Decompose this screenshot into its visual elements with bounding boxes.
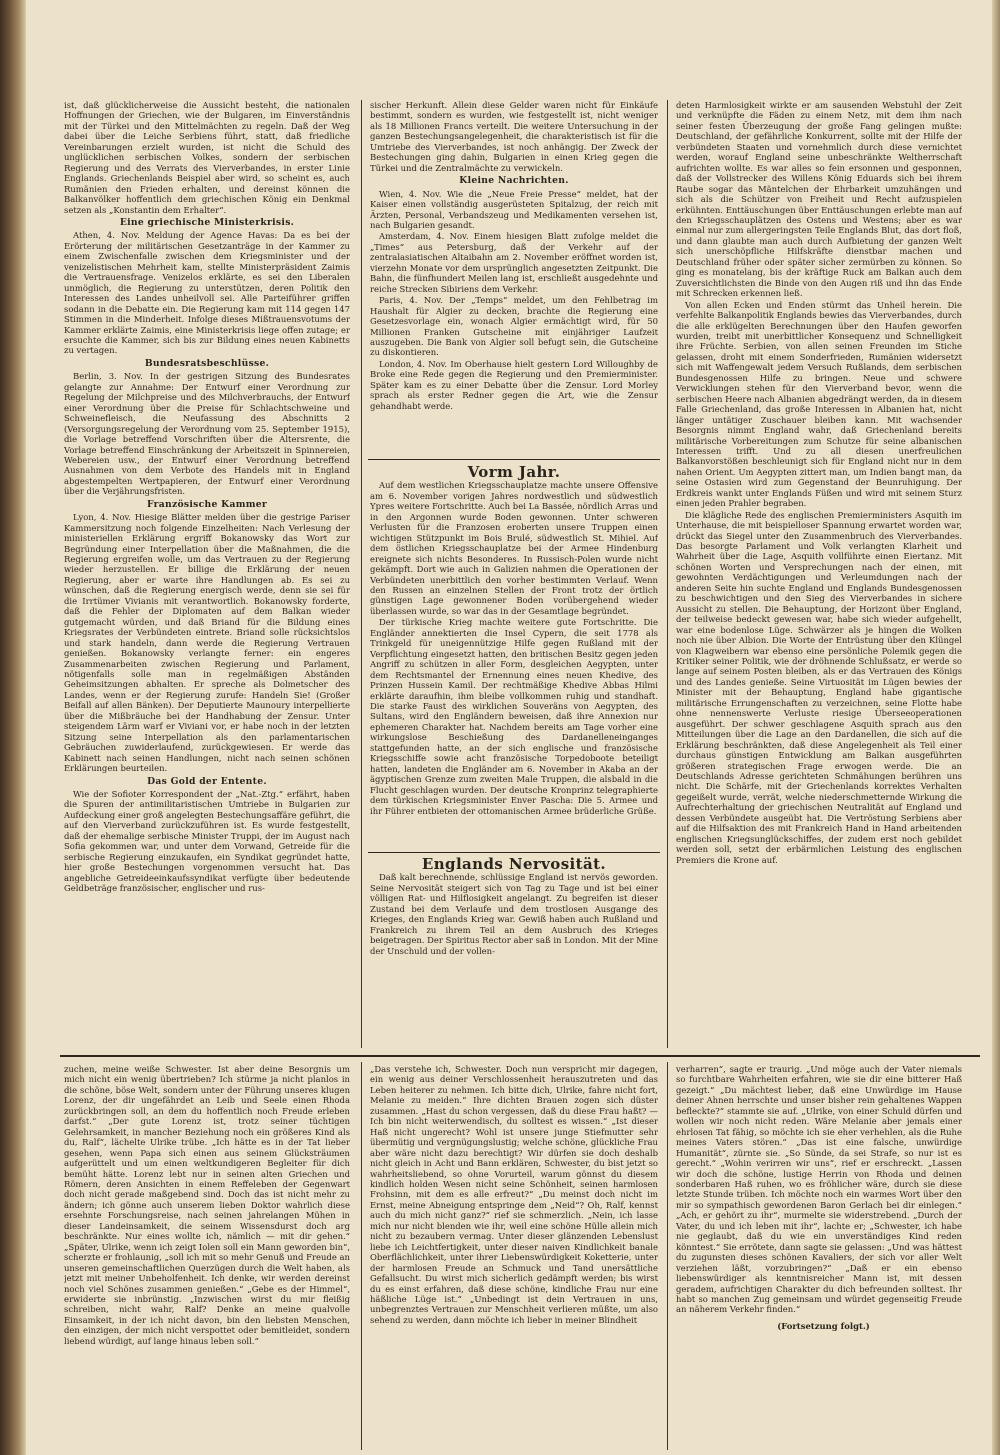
- article-entente-gold: Wie der Sofioter Korrespondent der „Nat.-Ztg.“ erfährt, haben die Spuren der antimilitaristischen Umtriebe in Bulgarien zur Aufdeckung einer groß angelegten Bestechungsaffäre geführt, die auf den Vierverband zurückzuführen ist. Es wurde festgestellt, daß der ehemalige serbische Minister Truppi, der im August nach Sofia gekommen war, und unter dem Vorwand, Getreide für die serbische Regierung einzukaufen, ein Syndikat gegründet hatte, hier große Bestechungen vorgenommen versucht hat. Das angebliche Getreideeinkaufssyndikat verfügte über bedeutende Geldbeträge französischer, englischer und rus-: [64, 789, 350, 894]
- feuilleton-separator: [60, 1055, 980, 1057]
- headline-greek-crisis: Eine griechische Ministerkrisis.: [119, 216, 295, 228]
- feuilleton-column-3: [676, 1064, 962, 1450]
- news-vienna: Wien, 4. Nov. Wie die „Neue Freie Presse“ meldet, hat der Kaiser einen vollständig ausgerüsteten Spitalzug, der reich mit Ärzten, Personal, Verbandszeug und Medikamenten versehen ist, nach Bulgarien gesandt.: [370, 188, 658, 230]
- book-binding: [0, 0, 26, 1455]
- article-vorm-jahr: Auf dem westlichen Kriegsschauplatze machte unsere Offensive am 6. November vorigen Jahres nordwestlich und südwestlich Ypres weitere Fortschritte. Auch bei La Bassée, nördlich Arras und in den Argonnen wurde Boden gewonnen. Unter schweren Verlusten für die Franzosen eroberten unsere Truppen einen wichtigen Stützpunkt im Bois Brulé, südwestlich St. Mihiel. Auf dem östlichen Kriegsschauplatze bei der Armee Hindenburg ereignete sich nichts Besonderes. In Russisch-Polen wurde nicht gekämpft. Dort wie auch in Galizien nahmen die Operationen der Verbündeten unerbittlich den vorher bestimmten Verlauf. Wenn den Russen an einzelnen Stellen der Front trotz der örtlich günstigen Lage gewonnener Boden vorübergehend wieder überlassen wurde, so war das in der Gesamtlage begründet.: [370, 480, 658, 616]
- novel-text: „Das verstehe ich, Schwester. Doch nun verspricht mir dagegen, ein wenig aus deiner Verschlossenheit herauszutreten und das Leben heiterer zu nehmen. Ich bitte dich, Ulrike, fahre nicht fort, Melanie zu meiden.“ Ihre dichten Brauen zogen sich düster zusammen. „Hast du schon vergessen, daß du diese Frau haßt? — Ich bin nicht weiterwendisch, du solltest es wissen.“ „Ist dieser Haß nicht ungerecht? Wohl ist unsere junge Stiefmutter sehr übermütig und vergnügungslustig; welche schöne, glückliche Frau aber wäre nicht dazu berechtigt? Wir dürfen sie doch deshalb nicht gleich in Acht und Bann erklären, Schwester, du bist jetzt so wahrheitsliebend, so ohne Vorurteil, warum gönnst du diesem kindlich holden Wesen nicht seine Schönheit, seinen harmlosen Frohsinn, mit dem es alle erfreut?“ „Du meinst doch nicht im Ernst, meine Abneigung entspringe dem „Neid“? Oh, Ralf, kennst auch du mich nicht ganz?“ rief sie schmerzlich. „Nein, ich lasse mich nur nicht blenden wie ihr, weil eine schöne Hülle allein mich nicht zu bezaubern vermag. Unter dieser glänzenden Lebenslust liebe ich Leichtfertigkeit, unter dieser naiven Kindlichkeit banale Oberflächlichkeit, unter ihrer Liebenswürdigkeit Koketterie, unter der harmlosen Freude an Schmuck und Tand unersättliche Gefallsucht. Du wirst mich sicherlich gedämpft werden; bis wirst du es einst erfahren, daß diese schöne, kindliche Frau nur eine häßliche Lüge ist.“ „Unbedingt ist dein Vertrauen in uns, unbegrenztes Vertrauen zur Menschheit verlieren müßte, um also sehend zu werden, dann möchte ich lieber in meiner Blindheit: [370, 1064, 658, 1325]
- headline-entente-gold: Das Gold der Entente.: [147, 775, 267, 787]
- novel-text: zuchen, meine weiße Schwester. Ist aber deine Besorgnis um mich nicht ein wenig übertrieben? Ich stürme ja nicht planlos in die schöne, böse Welt, sondern unter der Führung unseres klugen Lorenz, der dir ungefährdet an Leib und Seele einen Rhoda zurückbringen soll, an dem du hoffentlich noch Freude erleben darfst.“ „Der gute Lorenz ist, trotz seiner tüchtigen Gelehrsamkeit, in mancher Beziehung noch ein größeres Kind als du, Ralf“, lächelte Ulrike trübe. „Ich hätte es in der Tat lieber gesehen, wenn Papa sich einen aus seinem Glücksträumen aufgerüttelt und um einen weltkundigeren Begleiter für dich bemüht hätte. Lorenz lebt nur in seinen alten Griechen und Römern, deren Ansichten in einem Reffeleben der Gegenwart doch nicht gerade maßgebend sind. Doch das ist nicht mehr zu ändern; ich gönne auch unserem lieben Doktor wahrlich diese ersehnte Forschungsreise, nach seinen jahrelangen Mühen in dieser Landeinsamkeit, die seinem Wissensdurst doch arg beschränkte. Nur eines wollte ich, nämlich — mit dir gehen.“ „Später, Ulrike, wenn ich zeigt Iolen soll ein Mann geworden bin“, scherzte er frohlaunig, „soll ich mit so mehr Genuß und Freude an unseren gemeinschaftlichen Querzügen durch die Welt haben, als jetzt mit meiner Unbeholfenheit. Ich denke, wir werden dereinst noch viel Schönes zusammen genießen.“ „Gebe es der Himmel“, erwiderte sie inbrünstig. „Inzwischen wirst du mir fleißig schreiben, nicht wahr, Ralf? Denke an meine qualvolle Einsamkeit, in der ich nicht davon, bin den liebsten Menschen, den einzigen, der mich nicht verspottet oder bemitleidet, sondern liebend würdigt, auf lange hinaus leben soll.“: [64, 1064, 350, 1346]
- headline-bundesrat: Bundesratsbeschlüsse.: [144, 357, 270, 369]
- headline-vorm-jahr: Vorm Jahr.: [467, 463, 561, 481]
- news-paris: Paris, 4. Nov. Der „Temps“ meldet, um den Fehlbetrag im Haushalt für Algier zu decken, brachte die Regierung eine Gesetzesvorlage ein, wonach Algier ermächtigt wird, für 50 Millionen Franken Gutscheine mit einjähriger Laufzeit auszugeben. Die Bank von Algier soll befugt sein, die Gutscheine zu diskontieren.: [370, 295, 658, 358]
- article-continuation: sischer Herkunft. Allein diese Gelder waren nicht für Einkäufe bestimmt, sondern es wurden, wie festgestellt ist, nicht weniger als 18 Millionen Francs verteilt. Die weitere Untersuchung in der ganzen Bestechungsangelegenheit, die charakteristisch ist für die Umtriebe des Vierverbandes, ist noch anhängig. Der Zweck der Bestechungen ging dahin, Bulgarien in einen Krieg gegen die Türkei und die Zentralmächte zu verwickeln.: [370, 100, 658, 173]
- column-rule: [361, 100, 362, 1048]
- news-column-1: [64, 100, 350, 1048]
- article-bundesrat: Berlin, 3. Nov. In der gestrigen Sitzung des Bundesrates gelangte zur Annahme: Der Entwurf einer Verordnung zur Regelung der Milchpreise und des Milchverbrauchs, der Entwurf einer Verordnung über die Preise für Schlachtschweine und Schweinefleisch, die Neufassung des Abschnitts 2 (Versorgungsregelung der Verordnung vom 25. September 1915), die Vorlage betreffend Vorschriften über die Altersrente, die Vorlage betreffend Einschränkung der Arbeitszeit in Spinnereien, Webereien usw., der Entwurf einer Verordnung betreffend Ausnahmen von dem Verbote des Handels mit in England abgestempelten Wertpapieren, der Entwurf einer Verordnung über die Verjährungsfristen.: [64, 371, 350, 497]
- article-continuation: deten Harmlosigkeit wirkte er am sausenden Webstuhl der Zeit und verknüpfte die Fäden zu einem Netz, mit dem ihm nach seiner festen Überzeugung der große Fang gelingen mußte: Deutschland, der gefährliche Konkurrent, sollte mit der Hilfe der verbündeten Staaten und vornehmlich durch diese vernichtet werden, worauf England seine unbeschränkte Weltherrschaft aufrichten wollte. Es war alles so fein ersonnen und gesponnen, daß der Vollstrecker des Willens König Eduards sich bei ihrem Raube sogar das Mäntelchen der Ehrbarkeit umzuhängen und sich als die Schützer von Freiheit und Recht aufzuspielen erkühnten. Enttäuschungen über Enttäuschungen erlebte man auf den Kriegsschauplätzen des Ostens und Westens; aber es war einmal nur zum allergeringsten Teile Englands Blut, das dort floß, und dann glaubte man auch durch Aufbietung der ganzen Welt sich unerschöpfliche Hilfskräfte dienstbar machen und Deutschland früher oder später sicher zermürben zu können. So ging es monatelang, bis der kräftige Ruck am Balkan auch dem Zuversichtlichsten die Binde von den Augen riß und ihn das Ende mit Schrecken erkennen ließ.: [676, 100, 962, 299]
- article-greek-crisis: Athen, 4. Nov. Meldung der Agence Havas: Da es bei der Erörterung der militärischen Gesetzanträge in der Kammer zu einem Zwischenfalle zwischen dem Kriegsminister und der venizelistischen Mehrheit kam, stellte Ministerpräsident Zaimis die Vertrauensfrage. Venizelos erklärte, es sei den Liberalen unmöglich, die Regierung zu unterstützen, deren Politik den Interessen des Landes unheilvoll sei. Alle Parteiführer griffen sodann in die Debatte ein. Die Regierung kam mit 114 gegen 147 Stimmen in die Minderheit. Infolge dieses Mißtrauensvotums der Kammer erklärte Zaimis, eine Ministerkrisis liege offen zutage; er ersuchte die Kammer, sich bis zur Bildung eines neuen Kabinetts zu vertagen.: [64, 230, 350, 356]
- news-london: London, 4. Nov. Im Oberhause hielt gestern Lord Willoughby de Broke eine Rede gegen die Regierung und den Premierminister. Später kam es zu einer Debatte über die Zensur. Lord Morley sprach als erster Redner gegen die Art, wie die Zensur gehandhabt werde.: [370, 358, 658, 411]
- news-amsterdam: Amsterdam, 4. Nov. Einem hiesigen Blatt zufolge meldet die „Times“ aus Petersburg, daß der Verkehr auf der zentralasiatischen Altaibahn am 2. November eröffnet worden ist, vierzehn Monate vor dem ursprünglich angesetzten Zeitpunkt. Die Bahn, die fünfhundert Meilen lang ist, erschließt ausgedehnte und reiche Strecken Sibiriens dem Verkehr.: [370, 231, 658, 294]
- novel-text: verharren“, sagte er traurig. „Und möge auch der Vater niemals so furchtbare Wahrheiten erfahren, wie sie dir eine bitterer Haß gezeigt.“ „Du mächtest lieber, daß eine Unwürdige im Hause deiner Ahnen herrschte und unser bisher rein gehaltenes Wappen befleckte?“ stammte sie auf. „Ulrike, von einer Schuld dürfen und wollen wir noch nicht reden. Wäre Melanie aber jemals einer ehrlosen Tat fähig, so möchte ich sie eher verhehlen, als die Ruhe meines Vaters stören.“ „Das ist eine falsche, unwürdige Humanität“, zürnte sie. „So Sünde, da sei Strafe, so nur ist es gerecht.“ „Wohin verirren wir uns“, rief er erschreckt. „Lassen wir doch die schöne, lustige Herrin von Rhoda und deinen sonderbaren Haß ruhen, wo es fröhlicher wäre, durch sie diese letzte Stunde trüben. Ich möchte noch ein warmes Wort über den mir so sympathisch gewordenen Baron Gerlach bei dir einlegen.“ „Ach, er gehört zu ihr“, murmelte sie widerstrebend. „Durch der Vater, du und ich leben mit ihr“, lachte er; „Schwester, ich habe nie geglaubt, daß du wie ein unverständiges Kind reden könntest.“ Sie errötete, dann sagte sie gelassen: „Und was hättest du zugunsten dieses schönen Kavaliers, der sich vor aller Welt verziehen läßt, vorzubringen?“ „Daß er ein ebenso liebenswürdiger als kenntnisreicher Mann ist, mit dessen geradem, aufrichtigen Charakter du dich befreunden solltest. Ihr habt so manchen Zug gemeinsam und würdet gegenseitig Freude an näherem Verkehr finden.“: [676, 1064, 962, 1315]
- article-balkan-policy: Von allen Ecken und Enden stürmt das Unheil herein. Die verfehlte Balkanpolitik Englands bewies das Vierverbandes, durch die alle erklügelten Berechnungen über den Haufen geworfen wurden, treibt mit unerbittlicher Konsequenz und Schnelligkeit ihre Früchte. Serbien, von allen seinen Freunden im Stiche gelassen, droht mit einem Sonderfrieden, Rumänien widersetzt sich mit Waffengewalt jedem Versuch Rußlands, dem serbischen Bundesgenossen Hilfe zu bringen. Neue und schwere Verwicklungen stehen für den Vierverband bevor, wenn die serbischen Heere nach Albanien abgedrängt werden, da in diesem Falle Griechenland, das große Interessen in Albanien hat, nicht länger untätiger Zuschauer bleiben kann. Mit wachsender Besorgnis nimmt England wahr, daß Griechenland bereits militärische Vorbereitungen zum Schutze für seine albanischen Interessen trifft. Und zu all diesen unerfreulichen Balkanvorstößen beschleunigt sich für England nicht nur in dem nahen Orient. Um Aegypten zittert man, um Indien bangt man, da seine Ostasien wird zum Gegenstand der Beunruhigung. Der Erdkreis wankt unter Englands Füßen und wird mit seinem Sturz einen jeden Prahler begraben.: [676, 299, 962, 509]
- column-rule: [667, 1062, 668, 1450]
- england-nervousness-column: [370, 854, 658, 1048]
- headline-small-news: Kleine Nachrichten.: [459, 175, 569, 187]
- vorm-jahr-column: [370, 462, 658, 848]
- feuilleton-column-1: [64, 1064, 350, 1450]
- article-england-nervousness: Daß kalt berechnende, schlüssige England ist nervös geworden. Seine Nervosität steigert sich von Tag zu Tage und ist bei einer völligen Rat- und Hilflosigkeit angelangt. Zu begreifen ist dieser Zustand bei dem Verlaufe und dem trostlosen Ausgange des Krieges, den Englands Krieg war. Gewiß haben auch Rußland und Frankreich zu ihrem Teil an dem Ausbruch des Krieges beigetragen. Der Spiritus Rector aber saß in London. Mit der Mine der Unschuld und der vollen-: [370, 872, 658, 956]
- headline-french-chamber: Französische Kammer: [146, 498, 268, 510]
- column-rule: [361, 1062, 362, 1450]
- column-rule: [667, 100, 668, 1048]
- page-edge: [992, 0, 1000, 1455]
- feuilleton-column-2: [370, 1064, 658, 1450]
- continuation-note: (Fortsetzung folgt.): [777, 1320, 870, 1331]
- news-column-2: [370, 100, 658, 456]
- article-french-chamber: Lyon, 4. Nov. Hiesige Blätter melden über die gestrige Pariser Kammersitzung noch folgende Einzelheiten: Nach Verlesung der ministeriellen Erklärung ergriff Bokanowsky das Wort zur Begründung einer Interpellation über die Maßnahmen, die die Regierung ergreifen wolle, um das Vertrauen zu der Regierung wieder herzustellen. Er billige die Erklärung der neuen Regierung, aber er warte ihre Handlungen ab. Es sei zu wünschen, daß die Regierung energisch werde, denn sie sei für die Irrtümer Vivianis mit verantwortlich. Bokanowsky forderte, daß die Fehler der Diplomaten auf dem Balkan wieder gutgemacht würden, und daß Briand für die Bildung eines Kriegsrates der Verbündeten eintrete. Briand solle rücksichtslos und stark handeln, dann werde die Regierung Vertrauen genießen. Bokanowsky verlangte ferner: ein engeres Zusammenarbeiten zwischen Regierung und Parlament, nötigenfalls solle man in regelmäßigen Abständen Geheimsitzungen abhalten. Er spreche als Dolmetscher des Landes, wenn er der Regierung zurufe: Handeln Sie! (Großer Beifall auf allen Bänken). Der Deputierte Maunoury interpellierte über die Mißbräuche bei der Handhabung der Zensur. Unter steigendem Lärm warf er Viviani vor, er habe noch in der letzten Sitzung seine Interpellation als den parlamentarischen Gebräuchen zuwiderlaufend, zurückgewiesen. Er werde das Kabinett nach seinen Handlungen, nicht nach seinen schönen Erklärungen beurteilen.: [64, 512, 350, 774]
- news-column-3: [676, 100, 962, 1048]
- article-continuation: ist, daß glücklicherweise die Aussicht besteht, die nationalen Hoffnungen der Griechen, wie der Bulgaren, im Einverständnis mit der Türkei und den Mittelmächten zu regeln. Daß der Weg dabei über die Leiche Serbiens führt, statt, daß friedliche Vereinbarungen erzielt wurden, ist nicht die Schuld des unglücklichen serbischen Volkes, sondern der serbischen Regierung und des Verrats des Vierverbandes, in erster Linie Englands. Griechenlands Beispiel aber wird, so scheint es, auch Rumänien den Frieden erhalten, und dereinst können die Balkanvölker hoffentlich dem griechischen König ein Denkmal setzen als „Konstantin dem Erhalter“.: [64, 100, 350, 215]
- headline-england-nervousness: Englands Nervosität.: [421, 855, 607, 873]
- article-turkish-war: Der türkische Krieg machte weitere gute Fortschritte. Die Engländer annektierten die Insel Cypern, die seit 1778 als Trinkgeld für uneigennützige Hilfe gegen Rußland mit der Verpflichtung eingesetzt hatten, den britischen Besitz gegen jeden Angriff zu schützen in aller Form, desgleichen Aegypten, unter dem Rechtsmantel der Ernennung eines neuen Khedive, des Prinzen Hussein Kamil. Der rechtmäßige Khedive Abbas Hilmi erklärte daraufhin, ihm bleibe vollkommen ruhig und standhaft. Die starke Faust des wirklichen Souveräns von Aegypten, des Sultans, wird den Engländern beweisen, daß ihre Annexion nur ephemeren Charakter hat. Nachdem bereits am Tage vorher eine wirkungslose Beschießung des Dardanelleneinganges stattgefunden hatte, an der sich englische und französische Kriegsschiffe sowie acht französische Torpedoboote beteiligt hatten, landeten die Engländer am 6. November in Akaba an der ägyptischen Grenze zum zweiten Male Truppen, die alsbald in die Flucht geschlagen wurden. Der deutsche Kronprinz telegraphierte dem türkischen Kriegsminister Enver Pascha: Die 5. Armee und ihr Führer entbieten der ottomanischen Armee brüderliche Grüße.: [370, 617, 658, 816]
- article-asquith-speech: Die klägliche Rede des englischen Premierministers Asquith im Unterhause, die mit beispielloser Spannung erwartet worden war, drückt das Siegel unter den Zusammenbruch des Vierverbandes. Das besorgte Parlament und Volk verlangten Klarheit und Wahrheit über die Lage, Asquith vollführte einen Eiertanz. Mit schönen Worten und Versprechungen nach der einen, mit gewohnten Verdächtigungen und Verleumdungen nach der anderen Seite hin suchte England und Englands Bundesgenossen zu beschwichtigen und den Sieg des Vierverbandes in sichere Aussicht zu stellen. Die Behauptung, der Horizont über England, der teilweise bedeckt gewesen war, habe sich wieder aufgehellt, war eine bodenlose Lüge. Schwärzer als je hingen die Wolken noch nie über Albion. Die Worte der Entrüstung über den Klüngel von Klagweibern war ebenso eine persönliche Polemik gegen die Kritiker seiner Politik, wie der dröhnende Schlußsatz, er werde so lange auf seinem Posten bleiben, als er das Vertrauen des Königs und des Landes genieße. Seine Virtuosität im Lügen bewies der Minister mit der Behauptung, England habe gigantische militärische Errungenschaften zu verzeichnen, seine Flotte habe ohne nennenswerte Verluste riesige Überseeoperationen ausgeführt. Der schwer geschlagene Asquith sprach aus den Mitteilungen über die Lage an den Dardanellen, die sich auf die Erklärung beschränkten, daß diese Angelegenheit als Teil einer durchaus günstigen Entwicklung am Balkan ausgeführten größeren strategischen Frage erwogen werde. Die an Deutschlands Adresse gerichteten Schmähungen berühren uns nicht. Die Schärfe, mit der Griechenlands korrektes Verhalten gegeißelt wurde, verrät, welche niederschmetternde Wirkung die Aufrechterhaltung der griechischen Neutralität auf England und dessen Verbündete ausgeübt hat. Die Vertröstung Serbiens aber auf die Hilfsaktion des mit Frankreich Hand in Hand arbeitenden englischen Kriegsunglückschiffes, der zudem erst noch gebildet werden soll, setzt der erbärmlichen Leistung des englischen Premiers die Krone auf.: [676, 509, 962, 865]
